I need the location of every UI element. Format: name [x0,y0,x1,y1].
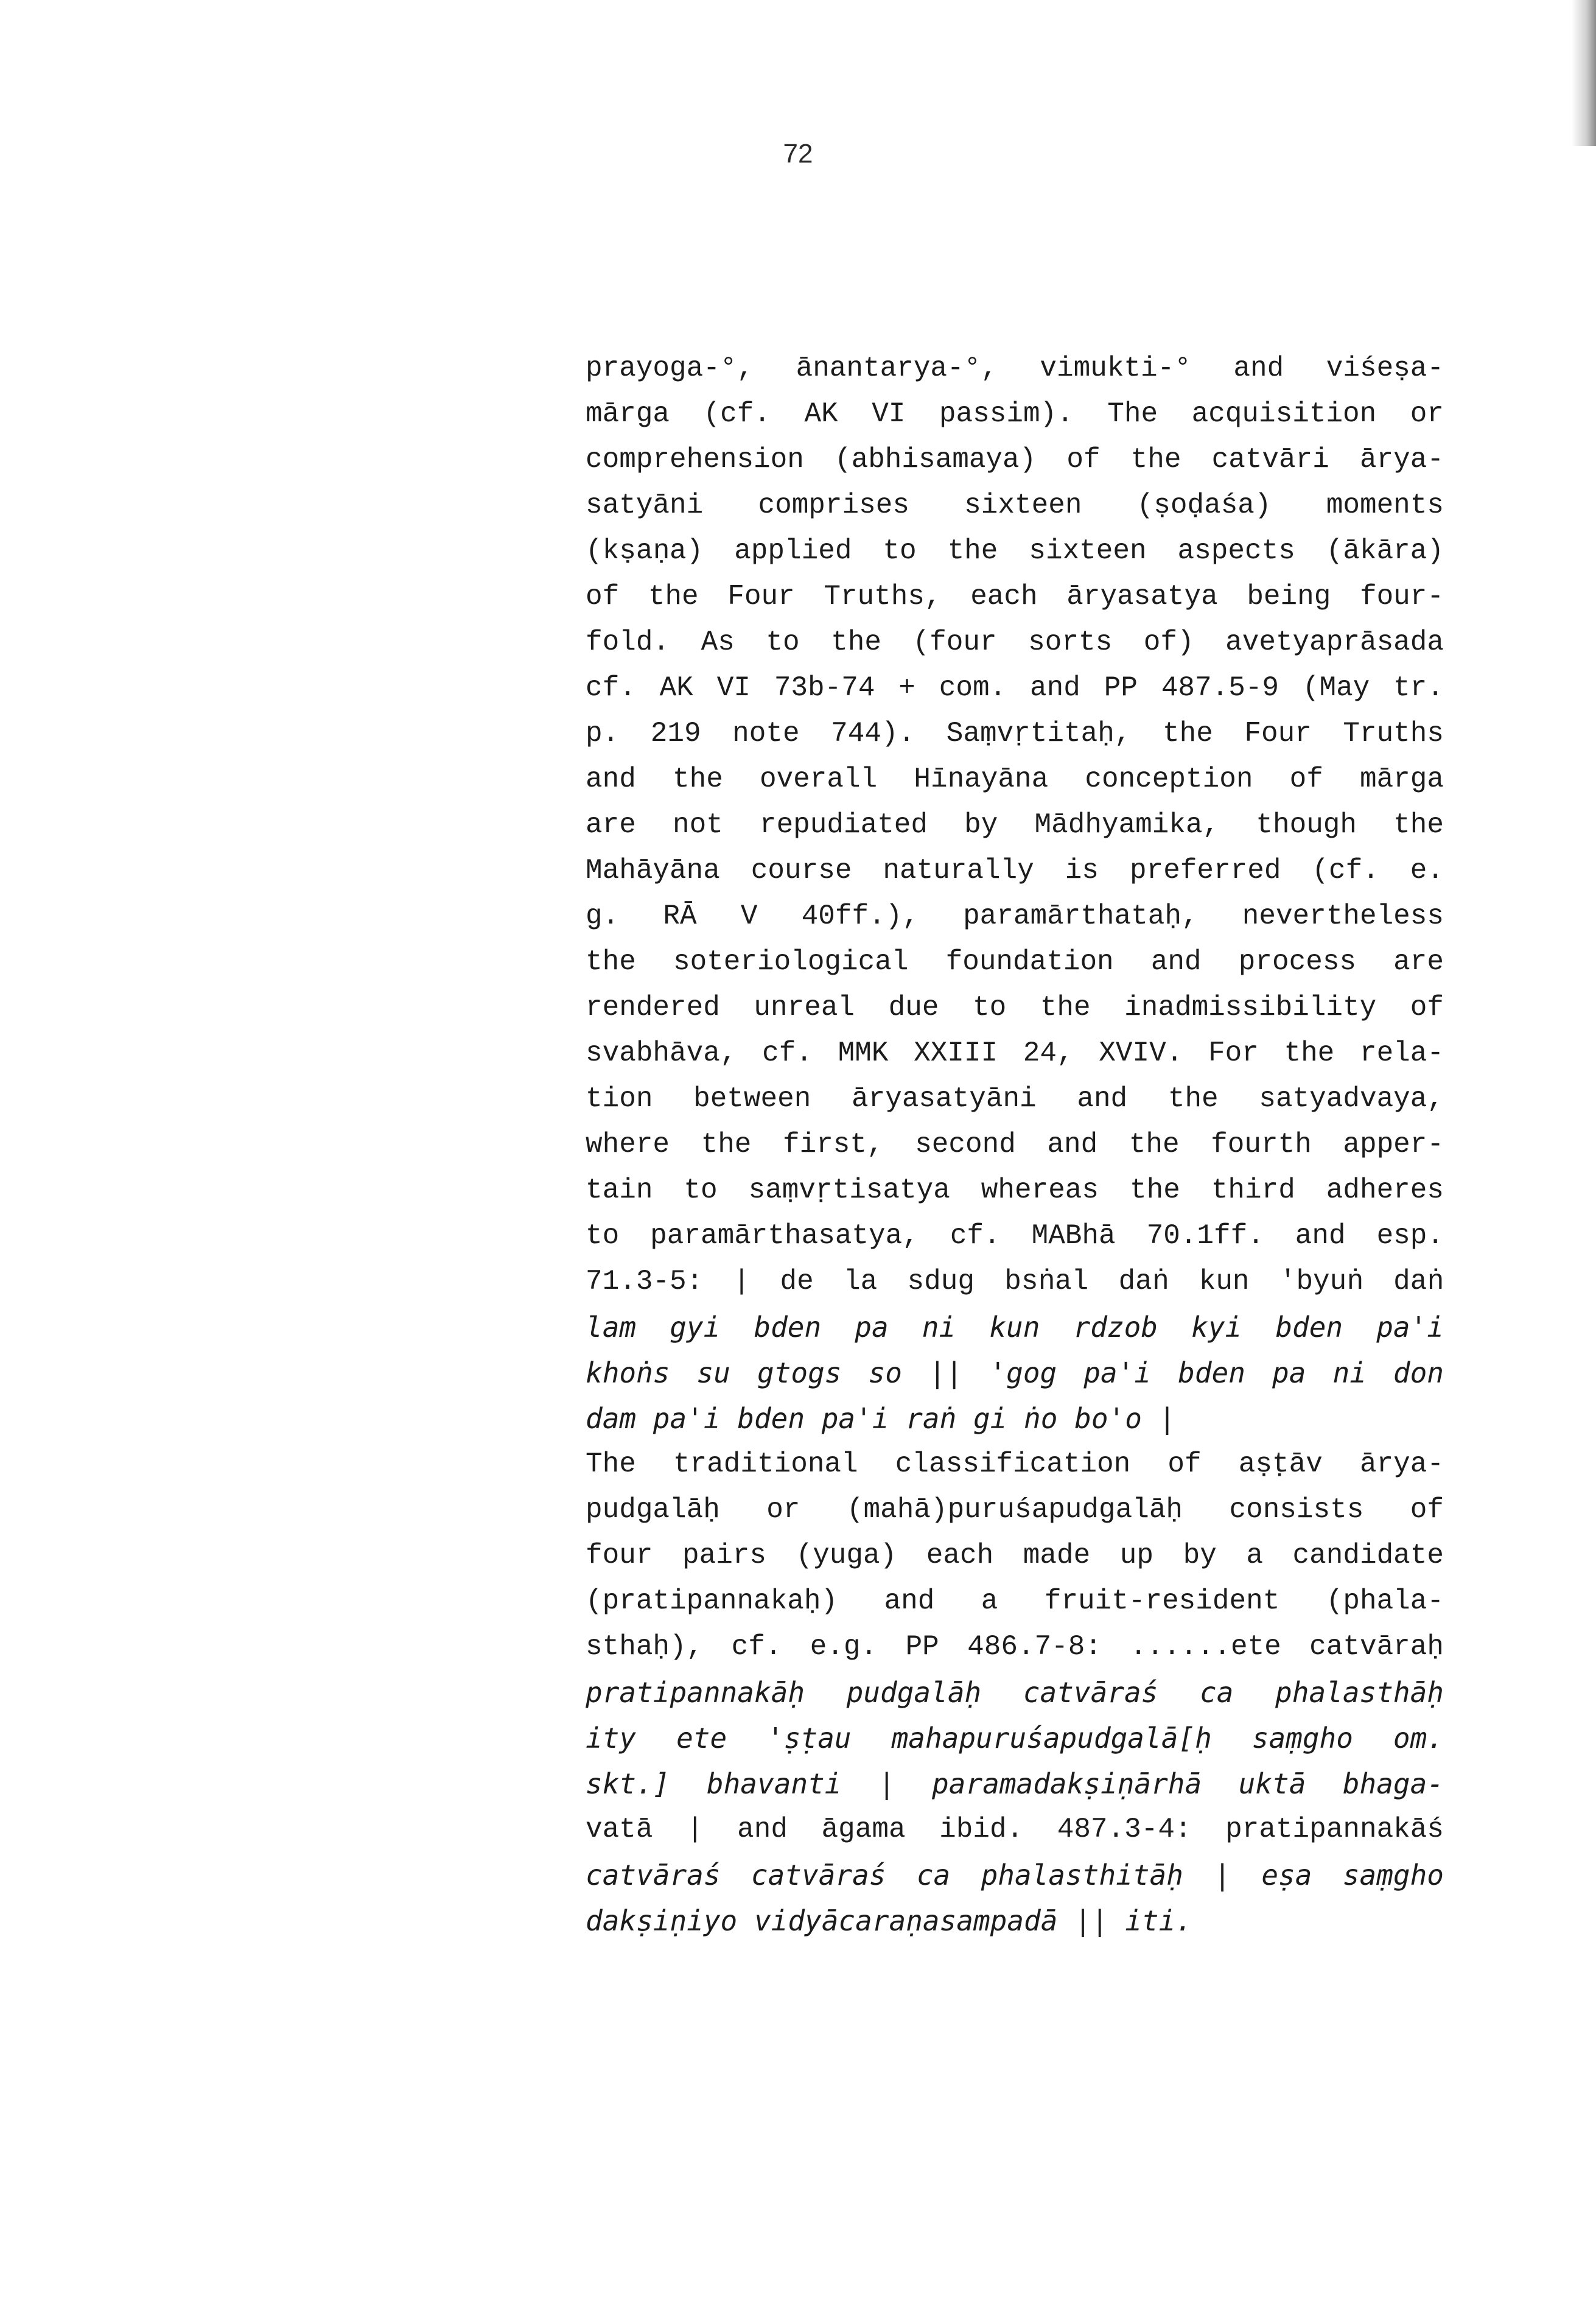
text-line: 71.3-5: | de la sdug bsṅal daṅ kun 'byuṅ daṅ [586,1266,1444,1297]
text-line: svabhāva, cf. MMK XXIII 24, XVIV. For the rela- [586,1037,1444,1069]
text-line: the soteriological foundation and process are [586,946,1444,978]
tibetan-quote-line: dam pa'i bden pa'i raṅ gi ṅo bo'o | [586,1402,1176,1435]
text-line: of the Four Truths, each āryasatya being four- [586,581,1444,612]
text-line: pudgalāḥ or (mahā)puruśapudgalāḥ consists of [586,1494,1444,1526]
text-line: The traditional classification of aṣṭāv ārya- [586,1448,1444,1480]
text-line: Mahāyāna course naturally is preferred (cf. e. [586,855,1444,886]
text-line: are not repudiated by Mādhyamika, though the [586,809,1444,841]
text-line: comprehension (abhisamaya) of the catvāri ārya- [586,444,1444,475]
sanskrit-quote-line: pratipannakāḥ pudgalāḥ catvāraś ca phalasthāḥ [586,1676,1444,1709]
page-number: 72 [783,139,813,169]
tibetan-quote-line: lam gyi bden pa ni kun rdzob kyi bden pa'i [586,1311,1444,1344]
sanskrit-quote-line: dakṣiṇiyo vidyācaraṇasampadā || iti. [586,1904,1192,1937]
text-line: sthaḥ), cf. e.g. PP 486.7-8: ......ete catvāraḥ [586,1631,1444,1663]
text-line: mārga (cf. AK VI passim). The acquisition or [586,398,1444,430]
text-line: and the overall Hīnayāna conception of mārga [586,763,1444,795]
text-line: four pairs (yuga) each made up by a candidate [586,1540,1444,1571]
text-line: where the first, second and the fourth apper- [586,1129,1444,1160]
text-line: rendered unreal due to the inadmissibility of [586,992,1444,1023]
text-line: vatā | and āgama ibid. 487.3-4: pratipannakāś [586,1814,1444,1845]
sanskrit-quote-line: skt.] bhavanti | paramadakṣiṇārhā uktā bhaga- [586,1767,1444,1800]
sanskrit-quote-line: ity ete 'ṣṭau mahapuruśapudgalā[ḥ saṃgho om. [586,1722,1444,1755]
text-line: prayoga-°, ānantarya-°, vimukti-° and viśeṣa- [586,352,1444,384]
text-line: fold. As to the (four sorts of) avetyaprāsada [586,626,1444,658]
text-line: p. 219 note 744). Saṃvṛtitaḥ, the Four Truths [586,718,1444,749]
scan-edge-mark [1572,0,1596,146]
text-line: satyāni comprises sixteen (ṣoḍaśa) moments [586,489,1444,521]
sanskrit-quote-line: catvāraś catvāraś ca phalasthitāḥ | eṣa saṃgho [586,1859,1444,1892]
text-line: tain to saṃvṛtisatya whereas the third adheres [586,1174,1444,1206]
text-line: to paramārthasatya, cf. MABhā 70.1ff. and esp. [586,1220,1444,1252]
text-line: tion between āryasatyāni and the satyadvaya, [586,1083,1444,1115]
text-line: (pratipannakaḥ) and a fruit-resident (phala- [586,1585,1444,1617]
text-line: cf. AK VI 73b-74 + com. and PP 487.5-9 (May tr. [586,672,1444,704]
body-text [586,346,1444,1944]
text-line: (kṣaṇa) applied to the sixteen aspects (ākāra) [586,535,1444,567]
tibetan-quote-line: khoṅs su gtogs so || 'gog pa'i bden pa ni don [586,1356,1444,1389]
text-line: g. RĀ V 40ff.), paramārthataḥ, nevertheless [586,900,1444,932]
